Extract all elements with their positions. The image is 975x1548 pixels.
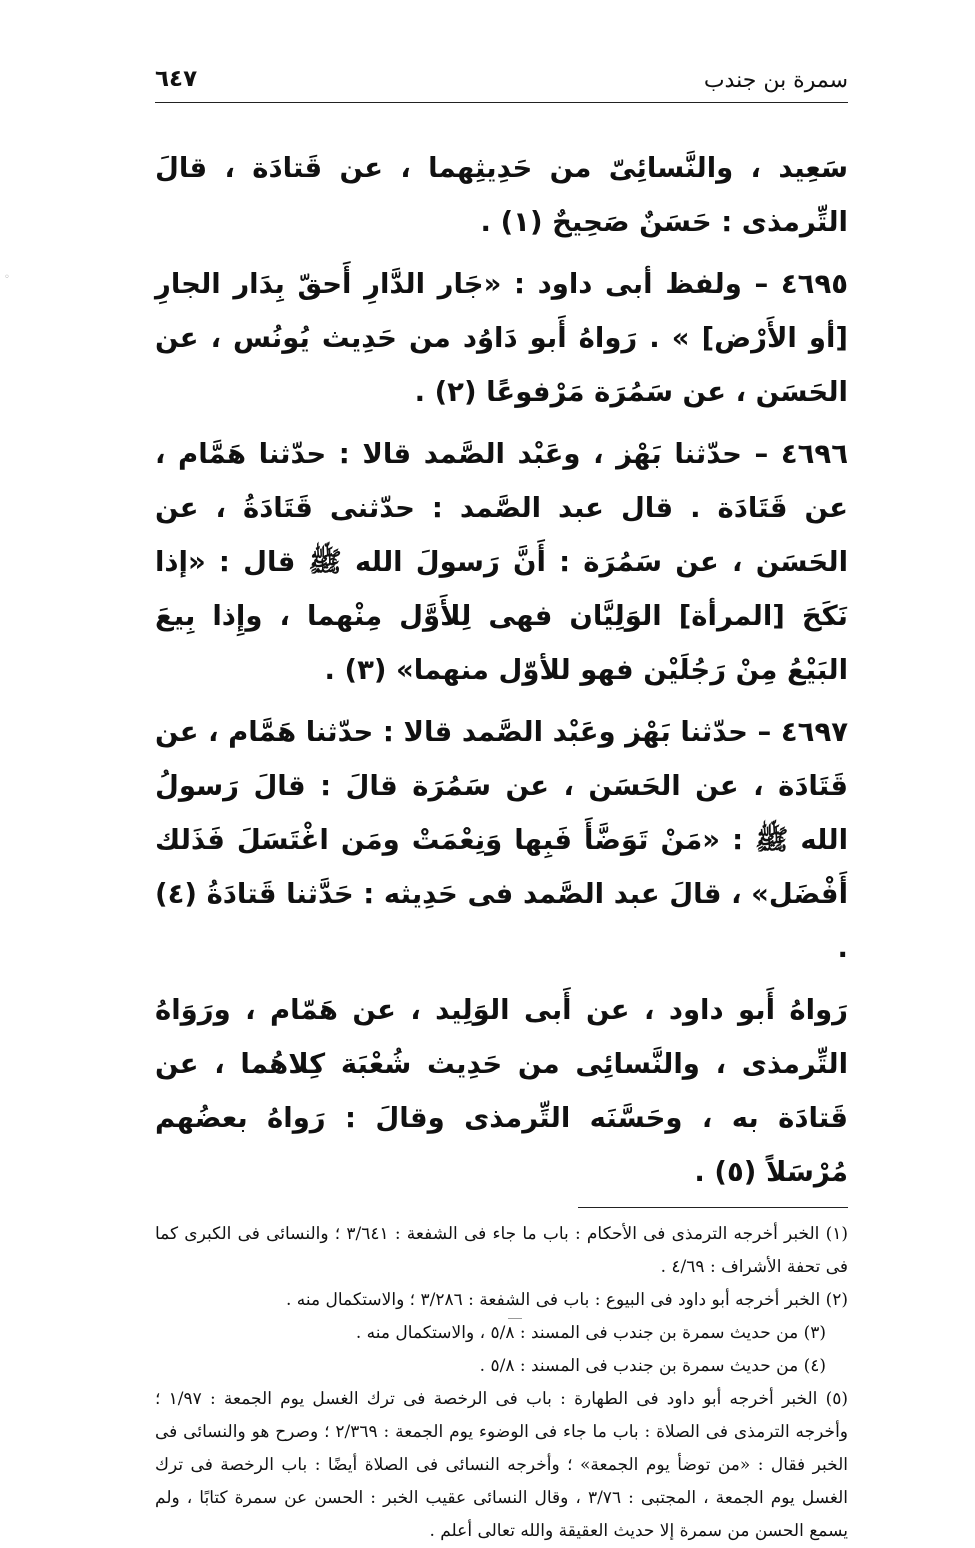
main-text [155,141,848,1199]
footnote-divider [578,1207,848,1208]
footnote: (٥) الخبر أخرجه أبو داود فى الطهارة : باب فى الرخصة فى ترك الغسل يوم الجمعة : ١/٩٧ ؛ وأخرجه الترمذى فى الصلاة : باب ما جاء فى الوضوء يوم الجمعة : ٢/٣٦٩ ؛ وصرح هو والنسائى فى الخبر فقال : «من توضأ يوم الجمعة» ؛ وأخرجه النسائى فى الصلاة أيضًا : باب الرخصة فى ترك الغسل يوم الجمعة ، المجتبى : ٣/٧٦ ، وقال النسائى عقيب الخبر : الحسن عن سمرة كتابًا ، ولم يسمع الحسن من سمرة إلا حديث العقيقة والله تعالى أعلم . [155,1389,848,1541]
footnote: (١) الخبر أخرجه الترمذى فى الأحكام : باب ما جاء فى الشفعة : ٣/٦٤١ ؛ والنسائى فى الكبرى كما فى تحفة الأشراف : ٤/٦٩ . [155,1224,848,1277]
margin-mark: ◦ [4,272,10,283]
paragraph [155,983,848,1199]
paragraph [155,257,848,419]
page [155,60,848,1548]
paragraph [155,427,848,697]
page-number: ٦٤٧ [155,66,198,92]
paragraph [155,705,848,975]
page-header [155,60,848,103]
paragraph-text: ولفظ أبى داود : «جَار الدَّارِ أَحقّ بِدَار الجارِ [أو الأَرْض] » . رَواهُ أَبو دَاوُد من حَدِيث يُونُس ، عن الحَسَن ، عن سَمُرَة مَرْفوعًا (٢) . [155,268,848,408]
paragraph-text: حدّثنا بَهْز ، وعَبْد الصَّمد قالا : حدّثنا هَمَّام ، عن قَتَادَة . قال عبد الصَّمد : حدّثنى قَتَادَةُ ، عن الحَسَن ، عن سَمُرَة : أَنَّ رَسولَ الله ﷺ قال : «إذا نَكَحَ [المرأة] الوَلِيَّان فهى لِلأَوَّل مِنْهما ، وإِذا بِيعَ البَيْعُ مِنْ رَجُلَيْن فهو للأوّل منهما» (٣) . [155,438,848,686]
paragraph-text: رَواهُ أَبو داود ، عن أَبى الوَلِيد ، عن هَمّام ، ورَوَاهُ التِّرمذى ، والنَّسائِى من حَدِيث شُعْبَة كِلاهُما ، عن قَتادَة به ، وحَسَّنَه التِّرمذى وقالَ : رَواهُ بعضُهم مُرْسَلاً (٥) . [155,994,848,1188]
paragraph [155,141,848,249]
running-head: سمرة بن جندب [703,68,848,93]
hadith-number: ٤٦٩٦ – [754,438,848,470]
hadith-number: ٤٦٩٧ – [757,716,849,748]
footnote: (٢) الخبر أخرجه أبو داود فى البيوع : باب فى الشفعة : ٣/٢٨٦ ؛ والاستكمال منه . [285,1290,848,1310]
bottom-mark [508,1318,522,1319]
hadith-number: ٤٦٩٥ – [754,268,849,300]
footnotes [155,1218,848,1548]
footnote: (٣) من حديث سمرة بن جندب فى المسند : ٥/٨ ، والاستكمال منه . [355,1323,826,1343]
footnote: (٤) من حديث سمرة بن جندب فى المسند : ٥/٨ . [479,1356,826,1376]
paragraph-text: حدّثنا بَهْز وعَبْد الصَّمد قالا : حدّثنا هَمَّام ، عن قَتَادَة ، عن الحَسَن ، عن سَمُرَة قالَ : قالَ رَسولُ الله ﷺ : «مَنْ تَوَضَّأَ فَبِها وَنِعْمَتْ ومَن اغْتَسَلَ فَذَلك أَفْضَل» ، قالَ عبد الصَّمد فى حَدِيثه : حَدَّثنا قَتادَةُ (٤) . [155,716,848,964]
paragraph-text: سَعِيد ، والنَّسائِىّ من حَدِيثِهما ، عن قَتادَة ، قالَ التِّرمذى : حَسَنٌ صَحِيحٌ (١) . [155,152,848,238]
